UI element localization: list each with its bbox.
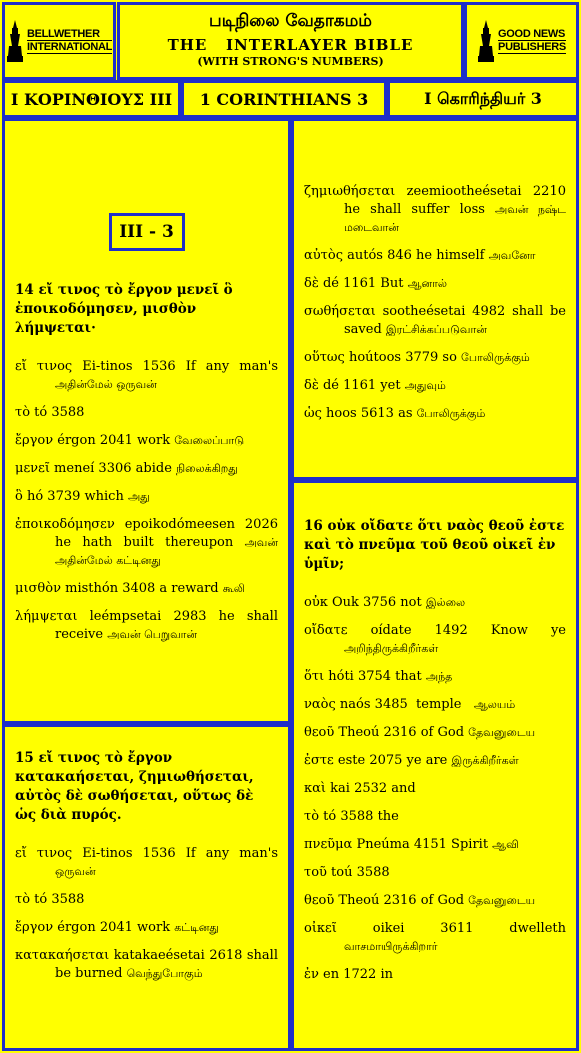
translit: hoos 5613 as [321,406,417,421]
tamil-gloss: அறிந்திருக்கிறீர்கள் [344,642,439,655]
translit: érgon 2041 work [53,920,175,935]
greek-word: οἰκεῖ [304,921,337,936]
translit: este 2075 ye are [333,753,452,768]
translit: kai 2532 and [326,781,416,796]
list-item [304,377,566,395]
right-logo [464,2,579,80]
right-logo-line2: PUBLISHERS [498,41,566,53]
list-item [15,947,278,983]
tamil-gloss: அந்த [425,670,453,683]
verse-15-continued-panel [291,118,579,480]
greek-word: ὅτι [304,669,325,684]
translit: leémpsetai 2983 he shall receive [55,609,278,642]
list-item [304,668,566,686]
translit: en 1722 in [318,967,393,982]
translit: hóti 3754 that [324,669,426,684]
tamil-gloss: அதுவும் [404,379,446,392]
translit: Ei-tinos 1536 If any man's [72,359,278,374]
right-logo-line1: GOOD NEWS [498,28,566,40]
list-item [304,752,566,770]
verse-16-entries [304,594,566,984]
translit: Theoú 2316 of God [334,725,469,740]
verse-15-greek: 15 εἴ τινος τὸ ἔργον κατακαήσεται, ζημιωθήσεται, αὐτὸς δὲ σωθήσεται, οὕτως δὲ ὡς διὰ πυρός. [15,750,254,823]
left-logo-line1: BELLWETHER [27,28,112,41]
tamil-gloss: வாசமாயிருக்கிறார் [344,940,438,953]
list-item [15,358,278,394]
list-item [304,247,566,265]
list-item [304,836,566,854]
greek-word: ζημιωθήσεται [304,184,396,199]
tamil-gloss: இல்லை [425,596,466,609]
bell-tower-icon [477,18,495,64]
list-item [304,303,566,339]
translit: oikei 3611 dwelleth [336,921,566,936]
tamil-gloss: போலிருக்கும் [461,351,530,364]
title-block [117,2,464,80]
list-item [15,460,278,478]
tamil-gloss: அவன் நஷ்ட மடைவான் [344,203,566,234]
verse-14-greek: 14 εἴ τινος τὸ ἔργον μενεῖ ὃ ἐποικοδόμησεν, μισθὸν λήμψεται· [15,282,233,336]
verse-15-panel [2,724,291,1051]
tamil-gloss: இருக்கிறீர்கள் [451,754,519,767]
translit: Pneúma 4151 Spirit [352,837,493,852]
left-logo [2,2,116,80]
greek-word: ἔργον [15,433,54,448]
greek-word: ναὸς [304,697,336,712]
list-item [304,349,566,367]
translit: tó 3588 [30,405,85,420]
tamil-gloss: நிலைக்கிறது [176,462,238,475]
verse-15b-entries [304,183,566,423]
tamil-gloss: வேலைப்பாடு [174,434,245,447]
list-item [304,920,566,956]
greek-word: τοῦ [304,865,327,880]
translit: autós 846 he himself [342,248,489,263]
greek-word: μισθὸν [15,581,61,596]
greek-word: εἴ τινος [15,846,73,861]
list-item [304,275,566,293]
tamil-gloss: போலிருக்கும் [416,407,486,420]
list-item [15,580,278,598]
list-item [15,891,278,909]
greek-word: ἐστε [304,753,334,768]
book-tamil [387,80,579,118]
tamil-gloss: இரட்சிக்கப்படுவான் [385,323,487,336]
verse-16-greek: 16 οὐκ οἴδατε ὅτι ναὸς θεοῦ ἐστε καὶ τὸ πνεῦμα τοῦ θεοῦ οἰκεῖ ἐν ὑμῖν; [304,518,565,572]
translit: dé 1161 But [318,276,408,291]
subtitle: (WITH STRONG'S NUMBERS) [197,55,384,68]
translit: misthón 3408 a reward [60,581,223,596]
tamil-gloss: ஒருவன் [55,865,96,878]
translit: zeemiootheésetai 2210 he shall suffer loss [344,184,566,217]
list-item [15,516,278,570]
tamil-gloss: அவன் பெறுவான் [107,628,198,641]
greek-word: οὐκ [304,595,328,610]
bell-tower-icon [6,18,24,64]
tamil-gloss: அதின்மேல் ஒருவன் [55,378,157,391]
translit: toú 3588 [326,865,390,880]
translit: Ouk 3756 not [327,595,426,610]
tamil-gloss: ஆவி [492,838,519,851]
greek-word: ὡς [304,406,322,421]
tamil-gloss: வெந்துபோகும் [126,967,203,980]
chapter-label [109,213,185,251]
translit: katakaeésetai 2618 shall be burned [55,948,278,981]
greek-word: σωθήσεται [304,304,376,319]
greek-word: ὃ [15,489,23,504]
translit: Ei-tinos 1536 If any man's [72,846,278,861]
list-item [304,724,566,742]
list-item [304,405,566,423]
greek-word: μενεῖ [15,461,50,476]
verse-16-panel [291,480,579,1051]
book-greek [2,80,181,118]
greek-word: κατακαήσεται [15,948,110,963]
greek-word: οἴδατε [304,623,348,638]
list-item [15,919,278,937]
translit: meneí 3306 abide [49,461,177,476]
greek-word: οὕτως [304,350,345,365]
tamil-gloss: அவன் அதின்மேல் கட்டினது [55,536,278,567]
list-item [304,622,566,658]
list-item [304,808,566,826]
greek-word: τὸ [304,809,320,824]
greek-word: τὸ [15,405,31,420]
list-item [15,432,278,450]
greek-word: δὲ [304,378,319,393]
title-english: THE INTERLAYER BIBLE [167,36,414,54]
left-logo-line2: INTERNATIONAL [26,41,113,53]
greek-word: ἔργον [15,920,54,935]
tamil-gloss: தேவனுடைய [468,726,536,739]
verse-14-entries [15,358,278,644]
tamil-gloss: அவனோ [488,249,536,262]
translit: hoútoos 3779 so [344,350,462,365]
book-greek-text: Ι ΚΟΡΙΝΘΙΟΥΣ ΙΙΙ [10,89,173,109]
list-item [15,845,278,881]
verse-14-panel [2,118,291,724]
greek-word: δὲ [304,276,319,291]
list-item [15,404,278,422]
translit: naós 3485 temple [335,697,474,712]
book-english-text: 1 CORINTHIANS 3 [199,89,369,109]
list-item [304,864,566,882]
greek-word: πνεῦμα [304,837,353,852]
greek-word: ἐποικοδόμησεν [15,517,115,532]
translit: érgon 2041 work [53,433,175,448]
greek-word: καὶ [304,781,327,796]
greek-word: ἐν [304,967,319,982]
greek-word: θεοῦ [304,893,335,908]
translit: tó 3588 [30,892,85,907]
list-item [304,892,566,910]
tamil-gloss: அது [127,490,150,503]
translit: hó 3739 which [22,489,128,504]
list-item [304,183,566,237]
list-item [304,780,566,798]
translit: dé 1161 yet [318,378,405,393]
tamil-gloss: தேவனுடைய [468,894,536,907]
greek-word: τὸ [15,892,31,907]
tamil-gloss: ஆனால் [407,277,448,290]
tamil-gloss: கூலி [222,582,246,595]
translit: epoikodómeesen 2026 he hath built thereupon [55,517,278,550]
book-english [181,80,387,118]
translit: Theoú 2316 of God [334,893,469,908]
title-tamil: படிநிலை வேதாகமம் [209,11,372,31]
book-tamil-text: I கொரிந்தியர் 3 [424,88,542,108]
verse-15-entries [15,845,278,983]
translit: sootheésetai 4982 shall be saved [344,304,566,337]
greek-word: εἴ τινος [15,359,73,374]
list-item [304,696,566,714]
list-item [15,488,278,506]
tamil-gloss: கட்டினது [174,921,219,934]
translit: tó 3588 the [319,809,399,824]
greek-word: αὐτὸς [304,248,343,263]
tamil-gloss: ஆலயம் [473,698,516,711]
list-item [304,594,566,612]
translit: oídate 1492 Know ye [347,623,566,638]
chapter-label-text: III - 3 [119,222,174,242]
greek-word: λήμψεται [15,609,78,624]
list-item [304,966,566,984]
greek-word: θεοῦ [304,725,335,740]
list-item [15,608,278,644]
